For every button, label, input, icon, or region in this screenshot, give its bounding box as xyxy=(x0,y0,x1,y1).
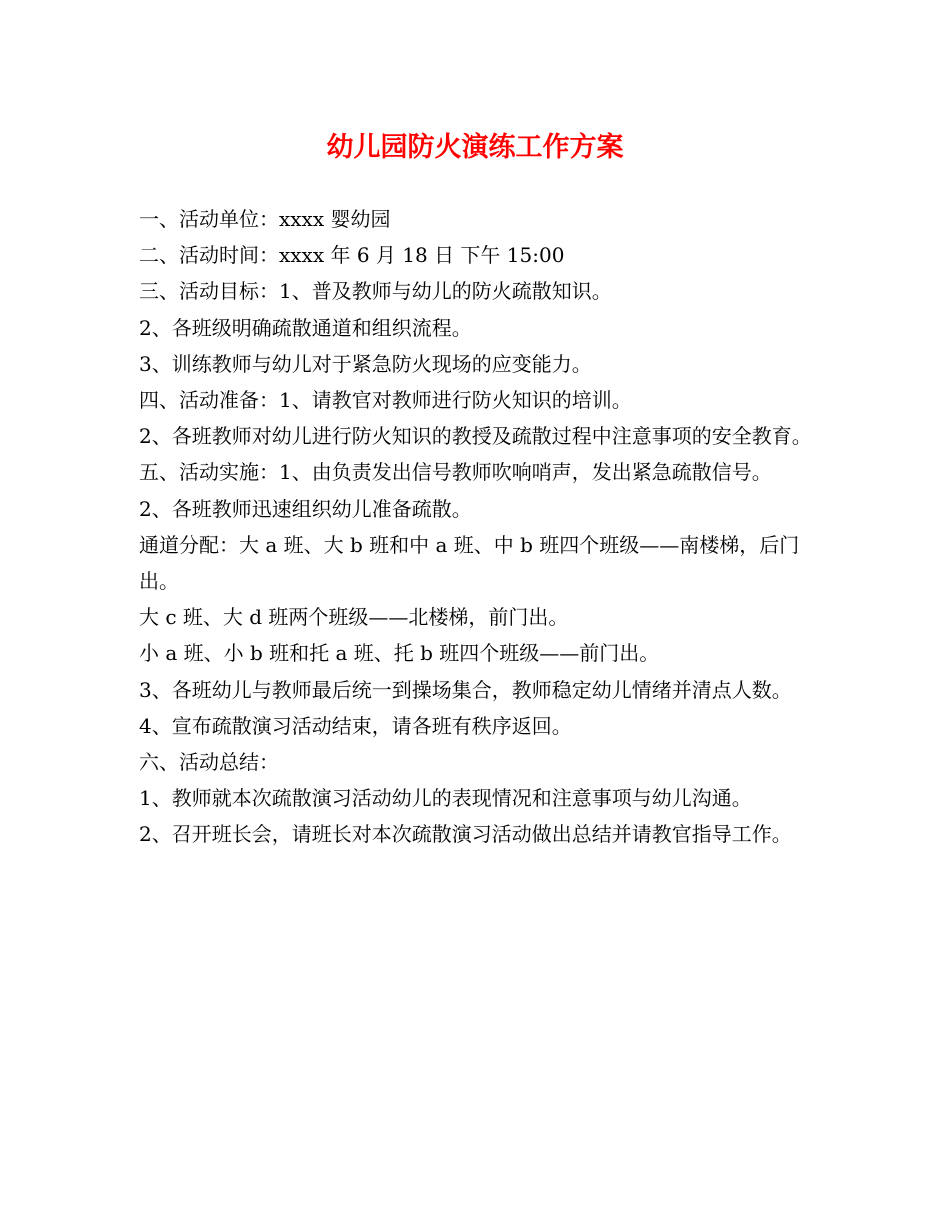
paragraph-route-south: 通道分配：大 a 班、大 b 班和中 a 班、中 b 班四个班级——南楼梯，后门出。 xyxy=(139,532,800,594)
paragraph-activity-goal-1: 三、活动目标：1、普及教师与幼儿的防火疏散知识。 xyxy=(139,279,612,304)
paragraph-activity-goal-2: 2、各班级明确疏散通道和组织流程。 xyxy=(139,315,472,340)
paragraph-activity-time: 二、活动时间：xxxx 年 6 月 18 日 下午 15:00 xyxy=(139,243,565,268)
paragraph-activity-goal-3: 3、训练教师与幼儿对于紧急防火现场的应变能力。 xyxy=(139,351,592,376)
paragraph-summary-heading: 六、活动总结： xyxy=(139,750,279,775)
paragraph-summary-2: 2、召开班长会，请班长对本次疏散演习活动做出总结并请教官指导工作。 xyxy=(139,822,792,847)
document-body xyxy=(139,201,829,853)
paragraph-implementation-3: 3、各班幼儿与教师最后统一到操场集合，教师稳定幼儿情绪并清点人数。 xyxy=(139,677,792,702)
document-title: 幼儿园防火演练工作方案 xyxy=(326,132,624,163)
paragraph-activity-unit: 一、活动单位：xxxx 婴幼园 xyxy=(139,207,391,231)
paragraph-implementation-2: 2、各班教师迅速组织幼儿准备疏散。 xyxy=(139,496,472,521)
paragraph-preparation-2: 2、各班教师对幼儿进行防火知识的教授及疏散过程中注意事项的安全教育。 xyxy=(139,424,812,449)
paragraph-implementation-4: 4、宣布疏散演习活动结束，请各班有秩序返回。 xyxy=(139,713,572,738)
paragraph-preparation-1: 四、活动准备：1、请教官对教师进行防火知识的培训。 xyxy=(139,388,632,413)
paragraph-summary-1: 1、教师就本次疏散演习活动幼儿的表现情况和注意事项与幼儿沟通。 xyxy=(139,786,752,811)
paragraph-implementation-1: 五、活动实施：1、由负责发出信号教师吹响哨声，发出紧急疏散信号。 xyxy=(139,460,772,485)
paragraph-route-north: 大 c 班、大 d 班两个班级——北楼梯，前门出。 xyxy=(139,605,569,630)
paragraph-route-front: 小 a 班、小 b 班和托 a 班、托 b 班四个班级——前门出。 xyxy=(139,641,660,666)
